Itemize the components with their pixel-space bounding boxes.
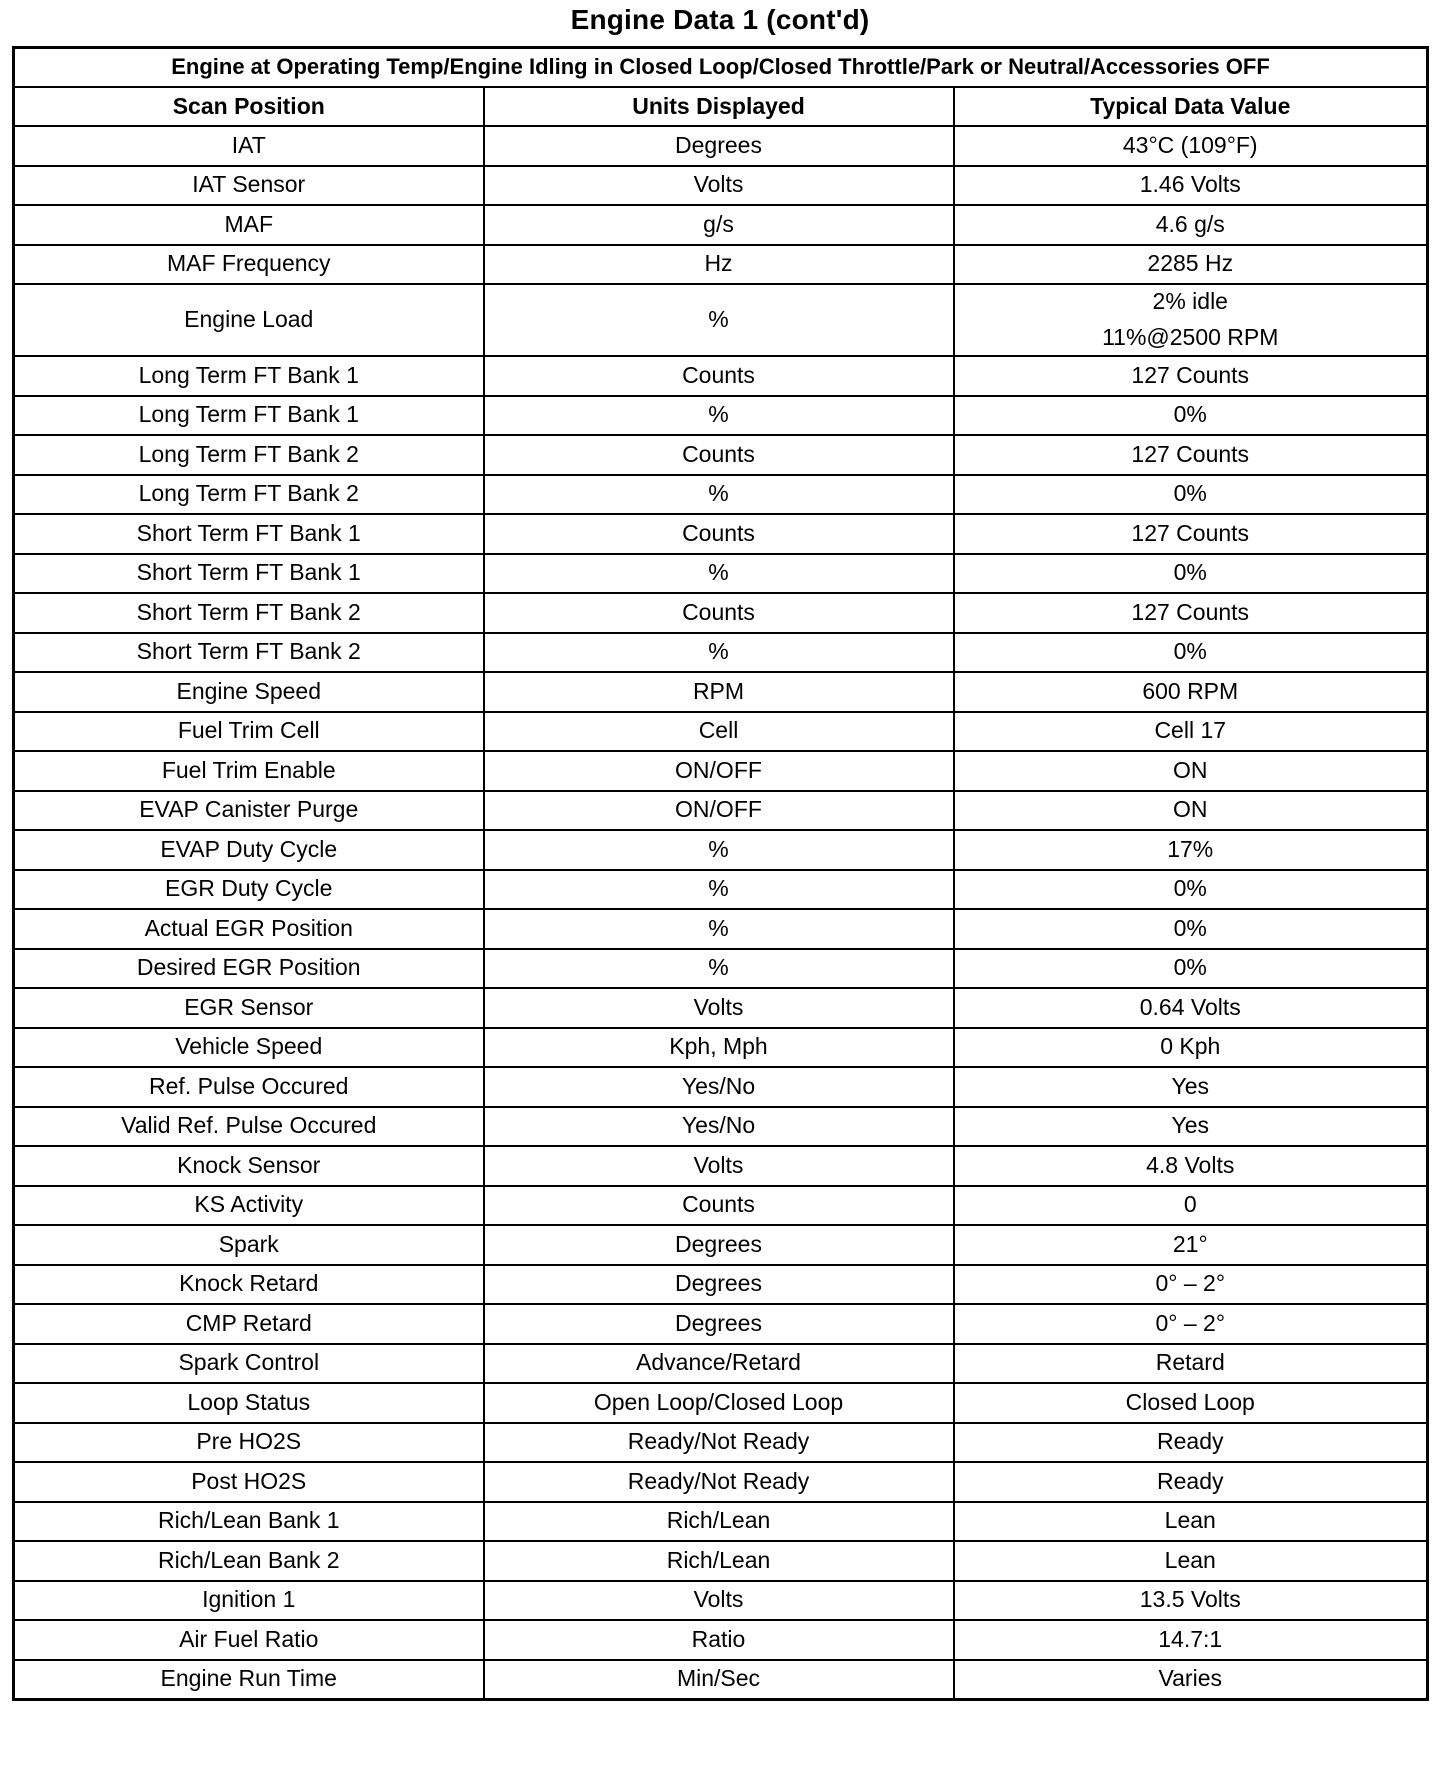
table-row — [14, 284, 1428, 356]
table-row — [14, 514, 1428, 554]
table-row — [14, 830, 1428, 870]
typical-data-value-cell: 0% — [954, 633, 1428, 673]
scan-position-cell: EGR Sensor — [14, 988, 484, 1028]
typical-data-value-cell: 0% — [954, 396, 1428, 436]
scan-position-cell: Knock Retard — [14, 1265, 484, 1305]
scan-position-cell: Short Term FT Bank 2 — [14, 593, 484, 633]
scan-position-cell: Vehicle Speed — [14, 1028, 484, 1068]
scan-position-cell: Long Term FT Bank 2 — [14, 435, 484, 475]
scan-position-cell: Ref. Pulse Occured — [14, 1067, 484, 1107]
scan-position-cell: Short Term FT Bank 2 — [14, 633, 484, 673]
typical-data-value-cell: 17% — [954, 830, 1428, 870]
table-row — [14, 1265, 1428, 1305]
typical-data-value-line: 11%@2500 RPM — [1102, 324, 1279, 350]
typical-data-value-cell: 0 Kph — [954, 1028, 1428, 1068]
units-displayed-cell: % — [484, 870, 954, 910]
units-displayed-cell: % — [484, 909, 954, 949]
typical-data-value-cell: Closed Loop — [954, 1383, 1428, 1423]
scan-position-cell: Spark Control — [14, 1344, 484, 1384]
units-displayed-cell: Rich/Lean — [484, 1541, 954, 1581]
typical-data-value-line: 2% idle — [1152, 288, 1228, 315]
scan-position-cell: Rich/Lean Bank 1 — [14, 1502, 484, 1542]
typical-data-value-cell: 14.7:1 — [954, 1620, 1428, 1660]
units-displayed-cell: Degrees — [484, 126, 954, 166]
table-row — [14, 1502, 1428, 1542]
typical-data-value-cell: 43°C (109°F) — [954, 126, 1428, 166]
scan-position-cell: Long Term FT Bank 2 — [14, 475, 484, 515]
typical-data-value-cell: 0% — [954, 554, 1428, 594]
units-displayed-cell: % — [484, 396, 954, 436]
units-displayed-cell: Min/Sec — [484, 1660, 954, 1700]
table-row — [14, 1462, 1428, 1502]
scan-position-cell: Engine Load — [14, 284, 484, 356]
table-row — [14, 672, 1428, 712]
units-displayed-cell: RPM — [484, 672, 954, 712]
typical-data-value-cell: ON — [954, 791, 1428, 831]
units-displayed-cell: Counts — [484, 593, 954, 633]
units-displayed-cell: % — [484, 949, 954, 989]
table-row — [14, 909, 1428, 949]
scan-position-cell: EGR Duty Cycle — [14, 870, 484, 910]
table-row — [14, 1186, 1428, 1226]
table-body — [14, 126, 1428, 1700]
table-row — [14, 1660, 1428, 1700]
scan-position-cell: Knock Sensor — [14, 1146, 484, 1186]
typical-data-value-cell: 0% — [954, 909, 1428, 949]
table-row — [14, 1620, 1428, 1660]
units-displayed-cell: Counts — [484, 1186, 954, 1226]
scan-position-cell: CMP Retard — [14, 1304, 484, 1344]
table-row — [14, 1107, 1428, 1147]
scan-position-cell: Spark — [14, 1225, 484, 1265]
units-displayed-cell: Counts — [484, 356, 954, 396]
table-row — [14, 245, 1428, 285]
typical-data-value-cell: 2285 Hz — [954, 245, 1428, 285]
units-displayed-cell: Hz — [484, 245, 954, 285]
units-displayed-cell: ON/OFF — [484, 751, 954, 791]
table-row — [14, 475, 1428, 515]
typical-data-value-cell: 0% — [954, 949, 1428, 989]
typical-data-value-cell: 0 — [954, 1186, 1428, 1226]
table-row — [14, 791, 1428, 831]
units-displayed-cell: % — [484, 830, 954, 870]
units-displayed-cell: Yes/No — [484, 1107, 954, 1147]
typical-data-value-cell: 4.8 Volts — [954, 1146, 1428, 1186]
typical-data-value-cell: 127 Counts — [954, 435, 1428, 475]
typical-data-value-cell: 4.6 g/s — [954, 205, 1428, 245]
scan-position-cell: MAF — [14, 205, 484, 245]
scan-position-cell: MAF Frequency — [14, 245, 484, 285]
table-row — [14, 633, 1428, 673]
header-units-displayed: Units Displayed — [484, 87, 954, 126]
engine-data-table — [12, 46, 1429, 1701]
table-row — [14, 1344, 1428, 1384]
scan-position-cell: EVAP Canister Purge — [14, 791, 484, 831]
table-row — [14, 1028, 1428, 1068]
units-displayed-cell: Advance/Retard — [484, 1344, 954, 1384]
typical-data-value-cell: 127 Counts — [954, 514, 1428, 554]
units-displayed-cell: % — [484, 475, 954, 515]
units-displayed-cell: Degrees — [484, 1225, 954, 1265]
units-displayed-cell: ON/OFF — [484, 791, 954, 831]
typical-data-value-cell: 0% — [954, 870, 1428, 910]
typical-data-value-cell: Cell 17 — [954, 712, 1428, 752]
table-row — [14, 751, 1428, 791]
table-row — [14, 1581, 1428, 1621]
units-displayed-cell: Volts — [484, 166, 954, 206]
typical-data-value-cell: 127 Counts — [954, 356, 1428, 396]
table-row — [14, 166, 1428, 206]
typical-data-value-cell: Lean — [954, 1541, 1428, 1581]
scan-position-cell: Rich/Lean Bank 2 — [14, 1541, 484, 1581]
units-displayed-cell: Yes/No — [484, 1067, 954, 1107]
scan-position-cell: Loop Status — [14, 1383, 484, 1423]
units-displayed-cell: % — [484, 633, 954, 673]
condition-text: Engine at Operating Temp/Engine Idling in Closed Loop/Closed Throttle/Park or Neutral/Accessories OFF — [14, 48, 1428, 88]
units-displayed-cell: Counts — [484, 514, 954, 554]
scan-position-cell: Ignition 1 — [14, 1581, 484, 1621]
scan-position-cell: Long Term FT Bank 1 — [14, 356, 484, 396]
table-row — [14, 1146, 1428, 1186]
units-displayed-cell: Cell — [484, 712, 954, 752]
units-displayed-cell: Ready/Not Ready — [484, 1462, 954, 1502]
typical-data-value-cell: Varies — [954, 1660, 1428, 1700]
typical-data-value-cell: 1.46 Volts — [954, 166, 1428, 206]
typical-data-value-cell: Ready — [954, 1462, 1428, 1502]
scan-position-cell: Engine Speed — [14, 672, 484, 712]
scan-position-cell: Air Fuel Ratio — [14, 1620, 484, 1660]
typical-data-value-cell: 0% — [954, 475, 1428, 515]
typical-data-value-cell: 13.5 Volts — [954, 1581, 1428, 1621]
units-displayed-cell: Counts — [484, 435, 954, 475]
scan-position-cell: EVAP Duty Cycle — [14, 830, 484, 870]
table-row — [14, 593, 1428, 633]
typical-data-value-cell: 0° – 2° — [954, 1304, 1428, 1344]
scan-position-cell: Short Term FT Bank 1 — [14, 514, 484, 554]
typical-data-value-cell — [954, 284, 1428, 356]
table-row — [14, 205, 1428, 245]
units-displayed-cell: Ratio — [484, 1620, 954, 1660]
table-row — [14, 712, 1428, 752]
scan-position-cell: Valid Ref. Pulse Occured — [14, 1107, 484, 1147]
scan-position-cell: Post HO2S — [14, 1462, 484, 1502]
scan-position-cell: IAT — [14, 126, 484, 166]
scan-position-cell: Fuel Trim Enable — [14, 751, 484, 791]
condition-row — [14, 48, 1428, 88]
units-displayed-cell: g/s — [484, 205, 954, 245]
units-displayed-cell: Volts — [484, 988, 954, 1028]
typical-data-value-cell: Yes — [954, 1107, 1428, 1147]
scan-position-cell: Long Term FT Bank 1 — [14, 396, 484, 436]
table-row — [14, 949, 1428, 989]
typical-data-value-cell: 600 RPM — [954, 672, 1428, 712]
scan-position-cell: Fuel Trim Cell — [14, 712, 484, 752]
scan-position-cell: Engine Run Time — [14, 1660, 484, 1700]
table-row — [14, 1541, 1428, 1581]
units-displayed-cell: Ready/Not Ready — [484, 1423, 954, 1463]
units-displayed-cell: % — [484, 284, 954, 356]
table-row — [14, 1304, 1428, 1344]
scan-position-cell: IAT Sensor — [14, 166, 484, 206]
typical-data-value-cell: Lean — [954, 1502, 1428, 1542]
header-scan-position: Scan Position — [14, 87, 484, 126]
typical-data-value-cell: Yes — [954, 1067, 1428, 1107]
typical-data-value-cell: ON — [954, 751, 1428, 791]
table-row — [14, 435, 1428, 475]
table-row — [14, 396, 1428, 436]
scan-position-cell: KS Activity — [14, 1186, 484, 1226]
typical-data-value-cell: 21° — [954, 1225, 1428, 1265]
table-row — [14, 356, 1428, 396]
scan-position-cell: Pre HO2S — [14, 1423, 484, 1463]
units-displayed-cell: Open Loop/Closed Loop — [484, 1383, 954, 1423]
header-typical-data-value: Typical Data Value — [954, 87, 1428, 126]
units-displayed-cell: Volts — [484, 1146, 954, 1186]
table-row — [14, 1383, 1428, 1423]
units-displayed-cell: % — [484, 554, 954, 594]
units-displayed-cell: Volts — [484, 1581, 954, 1621]
units-displayed-cell: Degrees — [484, 1304, 954, 1344]
table-row — [14, 126, 1428, 166]
scan-position-cell: Short Term FT Bank 1 — [14, 554, 484, 594]
typical-data-value-cell: 0° – 2° — [954, 1265, 1428, 1305]
scan-position-cell: Actual EGR Position — [14, 909, 484, 949]
table-row — [14, 1067, 1428, 1107]
table-row — [14, 988, 1428, 1028]
typical-data-value-cell: Retard — [954, 1344, 1428, 1384]
units-displayed-cell: Rich/Lean — [484, 1502, 954, 1542]
units-displayed-cell: Kph, Mph — [484, 1028, 954, 1068]
typical-data-value-cell: 127 Counts — [954, 593, 1428, 633]
page-title: Engine Data 1 (cont'd) — [570, 4, 870, 35]
units-displayed-cell: Degrees — [484, 1265, 954, 1305]
table-row — [14, 554, 1428, 594]
header-row — [14, 87, 1428, 126]
scan-position-cell: Desired EGR Position — [14, 949, 484, 989]
typical-data-value-cell: Ready — [954, 1423, 1428, 1463]
table-row — [14, 1225, 1428, 1265]
table-row — [14, 870, 1428, 910]
typical-data-value-cell: 0.64 Volts — [954, 988, 1428, 1028]
table-row — [14, 1423, 1428, 1463]
